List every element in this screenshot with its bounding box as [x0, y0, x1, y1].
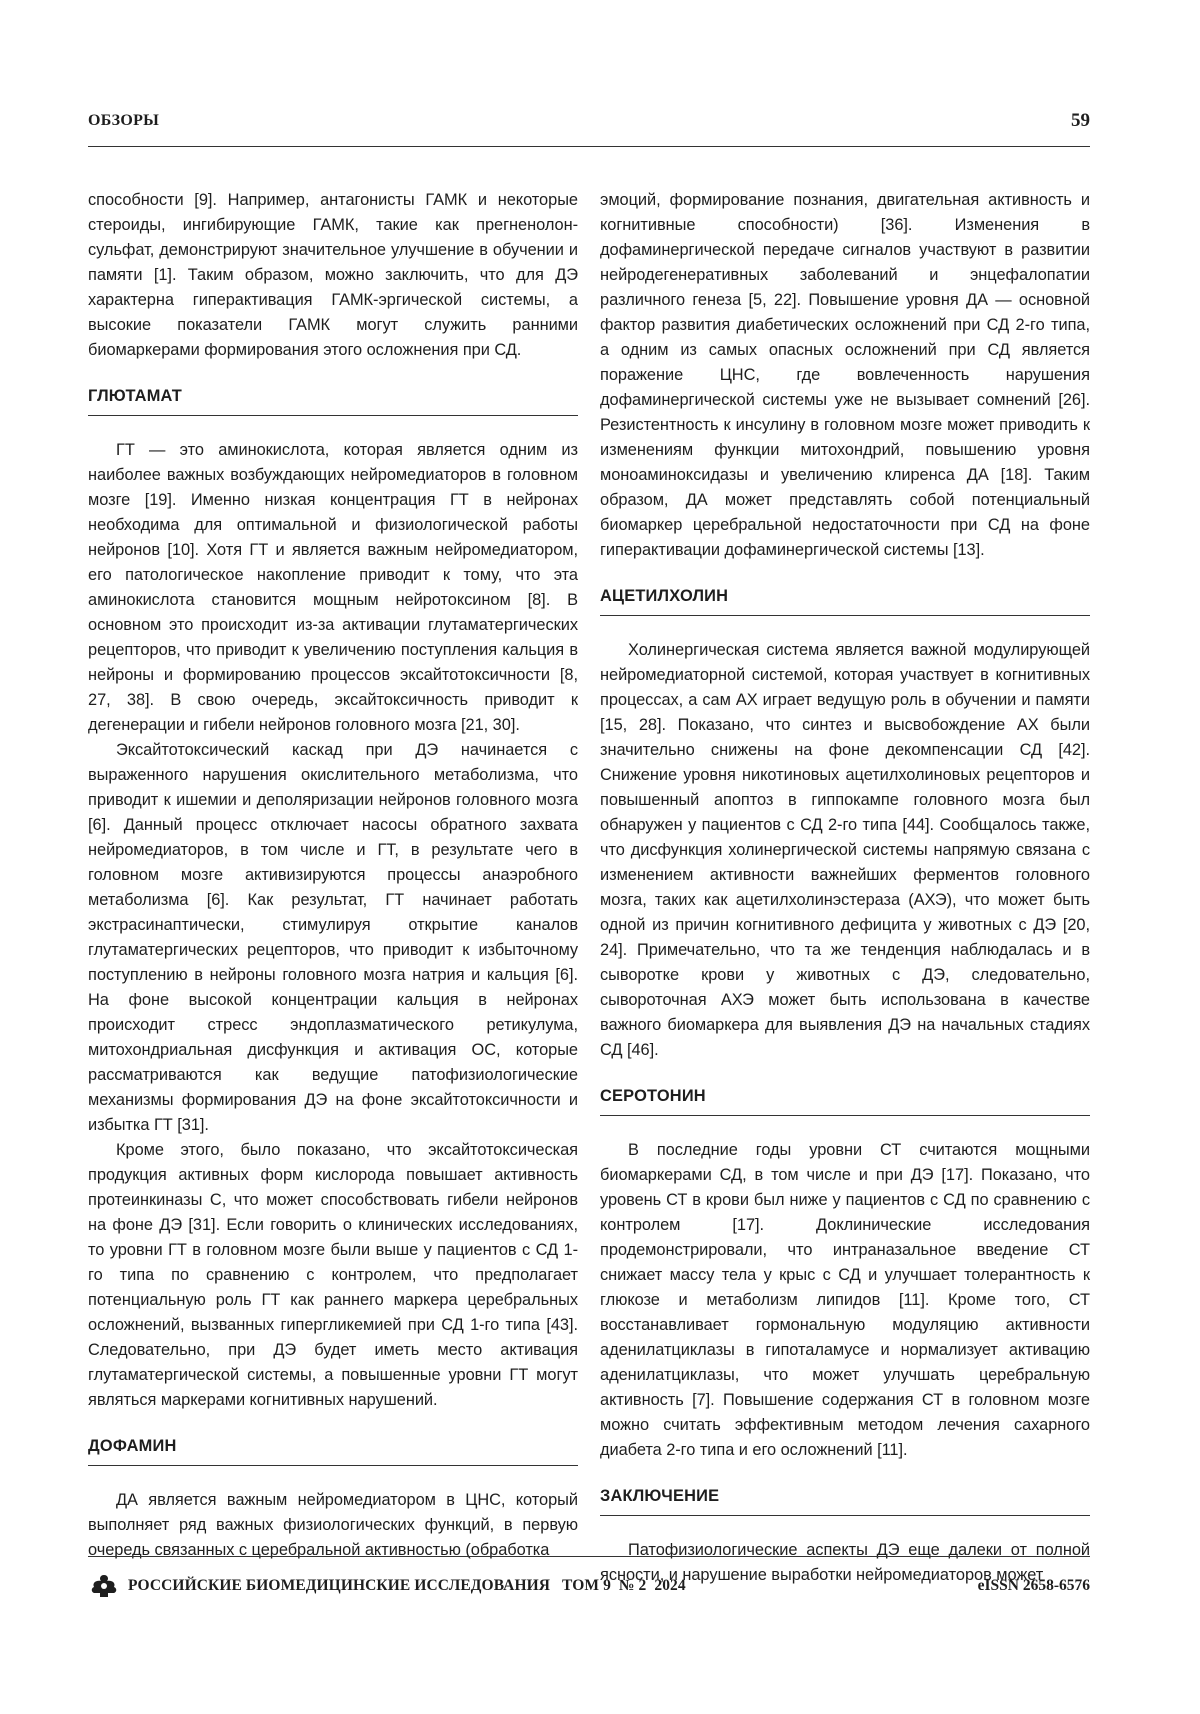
- section-heading-glutamate: ГЛЮТАМАТ: [88, 387, 578, 416]
- issn: eISSN 2658-6576: [977, 1577, 1090, 1594]
- paragraph: эмоций, формирование познания, двигательная активность и когнитивные способности) [36]. Изменения в дофаминергической передаче сигналов участвуют в развитии нейродегенеративных заболеваний и энцефалопатии различного генеза [5, 22]. Повышение уровня ДА — основной фактор развития диабетических осложнений при СД 2-го типа, а одним из самых опасных осложнений при СД является поражение ЦНС, где вовлеченность нарушения дофаминергической системы уже не вызывает сомнений [26]. Резистентность к инсулину в головном мозге может приводить к изменениям функции митохондрий, повышению уровня моноаминоксидазы и увеличению клиренса ДА [18]. Таким образом, ДА может представлять собой потенциальный биомаркер церебральной недостаточности при СД на фоне гиперактивации дофаминергической системы [13].: [600, 191, 1090, 559]
- paragraph: ДА является важным нейромедиатором в ЦНС, который выполняет ряд важных физиологических функций, в первую очередь связанных с церебральной активностью (обработка: [88, 1491, 578, 1559]
- page-number: 59: [1071, 110, 1090, 131]
- paragraph: Кроме этого, было показано, что эксайтотоксическая продукция активных форм кислорода повышает активность протеинкиназы С, что может способствовать гибели нейронов на фоне ДЭ [31]. Если говорить о клинических исследованиях, то уровни ГТ в головном мозге были выше у пациентов с СД 1-го типа по сравнению с контролем, что предполагает потенциальную роль ГТ как раннего маркера церебральных осложнений, вызванных гипергликемией при СД 1-го типа [43]. Следовательно, при ДЭ будет иметь место активация глутаматергической системы, а повышенные уровни ГТ могут являться маркерами когнитивных нарушений.: [88, 1141, 578, 1409]
- paragraph: ГТ — это аминокислота, которая является одним из наиболее важных возбуждающих нейромедиаторов в головном мозге [19]. Именно низкая концентрация ГТ в нейронах необходима для оптимальной и физиологической работы нейронов [10]. Хотя ГТ и является важным нейромедиатором, его патологическое накопление приводит к тому, что эта аминокислота становится мощным нейротоксином [8]. В основном это происходит из-за активации глутаматергических рецепторов, что приводит к увеличению поступления кальция в нейроны и формированию процессов эксайтотоксичности [8, 27, 38]. В свою очередь, эксайтоксичность приводит к дегенерации и гибели нейронов головного мозга [21, 30].: [88, 441, 578, 734]
- journal-logo-icon: [88, 1573, 120, 1599]
- page-footer: [88, 1556, 1090, 1597]
- left-column: [88, 188, 578, 1563]
- section-heading-dopamine: ДОФАМИН: [88, 1437, 578, 1466]
- section-heading-acetylcholine: АЦЕТИЛХОЛИН: [600, 587, 1090, 616]
- right-column: [600, 188, 1090, 1588]
- running-header: [88, 112, 1090, 147]
- paragraph: Патофизиологические аспекты ДЭ еще далеки от полной ясности, и нарушение выработки нейромедиаторов может: [600, 1541, 1090, 1584]
- section-heading-serotonin: СЕРОТОНИН: [600, 1087, 1090, 1116]
- section-title: ОБЗОРЫ: [88, 112, 160, 129]
- paragraph: Холинергическая система является важной модулирующей нейромедиаторной системой, которая участвует в когнитивных процессах, а сам АХ играет ведущую роль в обучении и памяти [15, 28]. Показано, что синтез и высвобождение АХ были значительно снижены на фоне декомпенсации СД [42]. Снижение уровня никотиновых ацетилхолиновых рецепторов и повышенный апоптоз в гиппокампе головного мозга был обнаружен у пациентов с СД 2-го типа [44]. Сообщалось также, что дисфункция холинергической системы напрямую связана с изменением активности важнейших ферментов головного мозга, таких как ацетилхолинэстераза (АХЭ), что может быть одной из причин когнитивного дефицита у животных с ДЭ [20, 24]. Примечательно, что та же тенденция наблюдалась и в сыворотке крови у животных с ДЭ, следовательно, сывороточная АХЭ может быть использована в качестве важного биомаркера для выявления ДЭ на начальных стадиях СД [46].: [600, 641, 1090, 1059]
- section-heading-conclusion: ЗАКЛЮЧЕНИЕ: [600, 1487, 1090, 1516]
- paragraph: способности [9]. Например, антагонисты ГАМК и некоторые стероиды, ингибирующие ГАМК, такие как прегненолон-сульфат, демонстрируют значительное улучшение в обучении и памяти [1]. Таким образом, можно заключить, что для ДЭ характерна гиперактивация ГАМК-эргической системы, а высокие показатели ГАМК могут служить ранними биомаркерами формирования этого осложнения при СД.: [88, 191, 578, 359]
- paragraph: Эксайтотоксический каскад при ДЭ начинается с выраженного нарушения окислительного метаболизма, что приводит к ишемии и деполяризации нейронов головного мозга [6]. Данный процесс отключает насосы обратного захвата нейромедиаторов, в том числе и ГТ, в результате чего в головном мозге активизируются процессы анаэробного метаболизма [6]. Как результат, ГТ начинает работать экстрасинаптически, стимулируя открытие каналов глутаматергических рецепторов, что приводит к избыточному поступлению в нейроны головного мозга натрия и кальция [6]. На фоне высокой концентрации кальция в нейронах происходит стресс эндоплазматического ретикулума, митохондриальная дисфункция и активация ОС, которые рассматриваются как ведущие патофизиологические механизмы формирования ДЭ на фоне эксайтотоксичности и избытка ГТ [31].: [88, 741, 578, 1134]
- paragraph: В последние годы уровни СТ считаются мощными биомаркерами СД, в том числе и при ДЭ [17]. Показано, что уровень СТ в крови был ниже у пациентов с СД по сравнению с контролем [17]. Доклинические исследования продемонстрировали, что интраназальное введение СТ снижает массу тела у крыс с СД и улучшает толерантность к глюкозе и метаболизм липидов [11]. Кроме того, СТ восстанавливает гормональную модуляцию активности аденилатциклазы в гипоталамусе и нормализует активацию аденилатциклазы, что может улучшать церебральную активность [7]. Повышение содержания СТ в головном мозге можно считать эффективным методом лечения сахарного диабета 2-го типа и его осложнений [11].: [600, 1141, 1090, 1459]
- journal-citation: РОССИЙСКИЕ БИОМЕДИЦИНСКИЕ ИССЛЕДОВАНИЯ ТОМ 9 № 2 2024: [128, 1577, 686, 1594]
